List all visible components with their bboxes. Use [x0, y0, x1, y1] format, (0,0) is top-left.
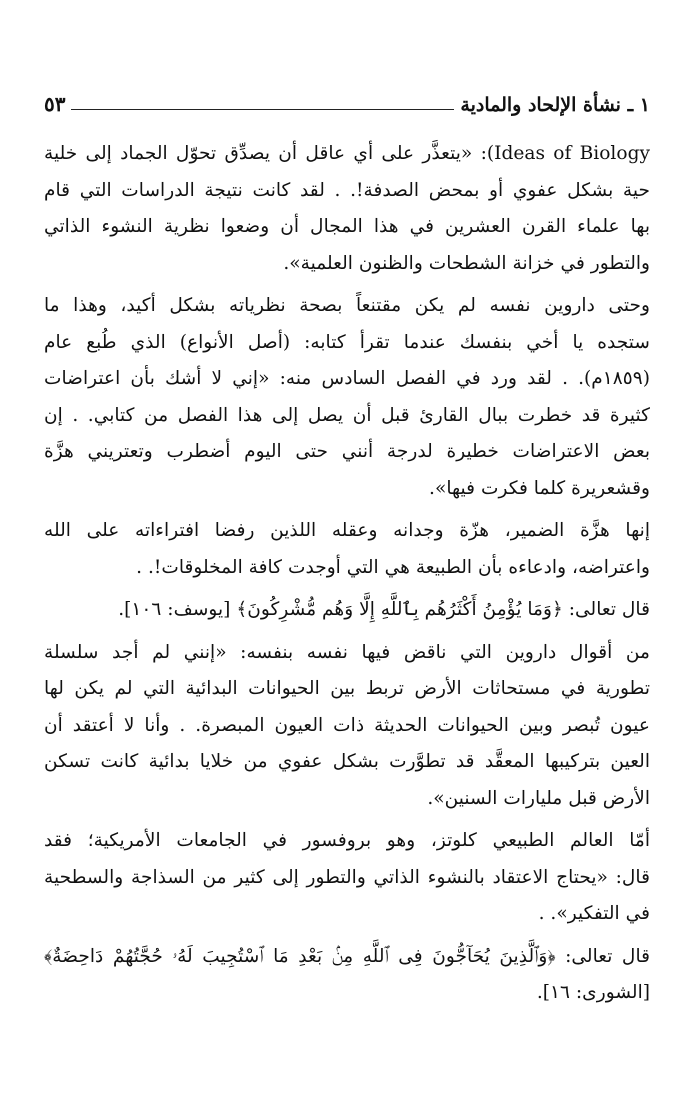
text-line: قال: «يحتاج الاعتقاد بالنشوء الذاتي والتطور إلى كثير من السذاجة والسطحية [44, 866, 650, 888]
header-rule [71, 109, 454, 110]
text-line: من أقوال داروين التي ناقض فيها نفسه بنفسه: «إنني لم أجد سلسلة [44, 641, 650, 663]
text-line: واعتراضه، وادعاءه بأن الطبيعة هي التي أوجدت كافة المخلوقات!. . [136, 556, 650, 578]
quran-verse-2 [44, 939, 650, 1012]
running-header [44, 84, 650, 116]
paragraph-4 [44, 635, 650, 818]
text-line: [الشورى: ١٦]. [536, 982, 650, 1003]
chapter-title: ١ ـ نشأة الإلحاد والمادية [460, 94, 650, 116]
text-line: بعض الاعتراضات خطيرة لدرجة أنني حتى اليوم أضطرب وتعتريني هزَّة [44, 441, 650, 462]
text-line: (١٨٥٩م). . لقد ورد في الفصل السادس منه: «إني لا أشك بأن اعتراضات [44, 368, 650, 389]
text-line: حية بشكل عفوي أو بمحض الصدفة!. . لقد كانت نتيجة الدراسات التي قام [44, 179, 650, 201]
paragraph-5 [44, 823, 650, 933]
text-line: العين بتركيبها المعقَّد قد تطوَّرت بشكل عفوي من خلايا بدائية كانت تسكن [44, 751, 650, 772]
paragraph-3 [44, 513, 650, 586]
text-line: وحتى داروين نفسه لم يكن مقتنعاً بصحة نظرياته بشكل أكيد، وهذا ما [44, 295, 650, 316]
text-line: إنها هزَّة الضمير، هزّة وجدانه وعقله اللذين رفضا افتراءاته على الله [44, 520, 650, 541]
page-number: ٥٣ [44, 92, 66, 116]
paragraph-1 [44, 136, 650, 282]
text-line: في التفكير». . [538, 903, 650, 924]
text-line: أمّا العالم الطبيعي كلوتز، وهو بروفسور في الجامعات الأمريكية؛ فقد [44, 830, 650, 851]
book-page [44, 84, 650, 1095]
text-line: كثيرة قد خطرت ببال القارئ قبل أن يصل إلى هذا الفصل من كتابي. . إن [44, 404, 650, 426]
text-line: الأرض قبل مليارات السنين». [427, 787, 650, 809]
text-line: قال تعالى: ﴿وَمَا يُؤْمِنُ أَكْثَرُهُم بِٱللَّهِ إِلَّا وَهُم مُّشْرِكُونَ﴾ [يوسف: ١٠٦]. [118, 599, 650, 620]
quran-verse-1 [44, 592, 650, 629]
text-line: وقشعريرة كلما فكرت فيها». [429, 477, 650, 499]
text-line: قال تعالى: ﴿وَٱلَّذِينَ يُحَآجُّونَ فِى ٱللَّهِ مِنۢ بَعْدِ مَا ٱسْتُجِيبَ لَهُۥ حُجَّتُهُمْ دَاحِضَةٌ﴾ [44, 945, 650, 967]
text-line: والتطور في خزانة الشطحات والظنون العلمية». [283, 252, 650, 274]
text-line: ستجده يا أخي بنفسك عندما تقرأ كتابه: (أصل الأنواع) الذي طُبع عام [44, 331, 650, 353]
text-line: عيون تُبصر وبين الحيوانات الحديثة ذات العيون المبصرة. . وأنا لا أعتقد أن [44, 714, 650, 736]
paragraph-2 [44, 288, 650, 507]
text-line: تطورية في مستحاثات الأرض تربط بين الحيوانات البدائية التي لم يكن لها [44, 678, 650, 699]
text-line: بها علماء القرن العشرين في هذا المجال أن وضعوا نظرية النشوء الذاتي [44, 216, 650, 237]
text-line: Ideas of Biology): «يتعذَّر على أي عاقل أن يصدِّق تحوّل الجماد إلى خلية [44, 143, 650, 164]
